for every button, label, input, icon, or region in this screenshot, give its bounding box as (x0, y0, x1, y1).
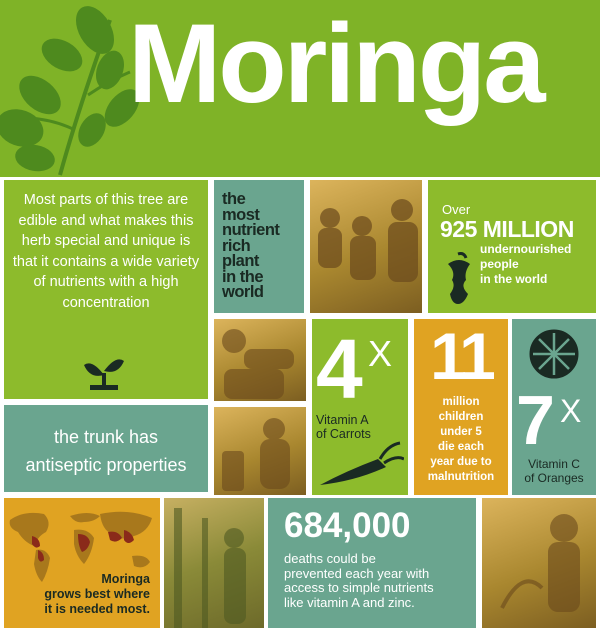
vitamin-c-text (512, 457, 596, 485)
deaths-number: 684,000 (284, 506, 411, 545)
map-text (44, 572, 150, 617)
vitamin-a-text (316, 413, 371, 441)
nutrient-line: world (222, 283, 264, 301)
undernourished-line: people (480, 257, 519, 271)
vitamin-c-multiplier: 7 (516, 381, 555, 459)
nutrient-line: the (222, 190, 246, 208)
intro-panel (4, 180, 208, 399)
vitamin-c-panel (512, 319, 596, 495)
children-line: die each (437, 441, 485, 453)
nutrient-line: in the (222, 267, 263, 286)
nutrient-rich-panel (214, 180, 304, 313)
nutrient-text (222, 192, 300, 301)
intro-text: Most parts of this tree are edible and what makes this herb special and unique is that it contains a wide variety of nutrients with a high concentration (12, 192, 200, 311)
orange-slice-icon (529, 329, 579, 379)
deaths-line: like vitamin A and zinc. (284, 594, 415, 610)
vitamin-c-line: of Oranges (524, 471, 584, 485)
map-line: grows best where (44, 587, 150, 601)
trunk-text (4, 423, 208, 479)
photo-hands (214, 319, 306, 401)
nutrient-line: rich (222, 236, 251, 255)
page-title: Moringa (128, 1, 543, 126)
children-number: 11 (430, 319, 492, 393)
deaths-text (284, 552, 434, 610)
photo-children (310, 180, 422, 313)
deaths-line: prevented each year with (284, 565, 430, 581)
photo-woman (214, 407, 306, 495)
vitamin-a-line: Vitamin A (316, 413, 369, 427)
children-figures-icon (310, 180, 422, 313)
vitamin-a-x: X (368, 333, 393, 374)
header-banner (0, 0, 600, 177)
map-line: Moringa (101, 572, 150, 586)
children-line: year due to (430, 456, 492, 468)
children-line: million (442, 396, 480, 408)
trunk-line: antiseptic properties (25, 455, 187, 475)
over-label: Over (442, 202, 471, 217)
children-line: under 5 (440, 426, 482, 438)
undernourished-number: 925 MILLION (440, 216, 574, 242)
vitamin-c-line: Vitamin C (528, 457, 580, 471)
children-panel (414, 319, 508, 495)
children-line: children (438, 411, 484, 423)
undernourished-text (480, 242, 571, 287)
trunk-panel (4, 405, 208, 492)
deaths-line: access to simple nutrients (284, 580, 434, 595)
map-line: it is needed most. (44, 602, 150, 616)
deaths-line: deaths could be (284, 551, 376, 566)
grove-figure-icon (164, 498, 264, 628)
nutrient-line: nutrient (222, 221, 280, 239)
undernourished-line: undernourished (480, 242, 572, 256)
carrot-icon (316, 441, 404, 491)
child-figure-icon (482, 498, 596, 628)
vitamin-c-x: X (560, 393, 582, 429)
undernourished-panel (428, 180, 596, 313)
photo-grove (164, 498, 264, 628)
deaths-panel (268, 498, 476, 628)
undernourished-line: in the world (480, 272, 548, 286)
nutrient-line: most (222, 205, 260, 224)
vitamin-a-multiplier: 4 (316, 322, 363, 416)
moringa-leaves-icon (0, 0, 140, 177)
children-text (414, 395, 508, 485)
trunk-line: the trunk has (53, 427, 159, 447)
children-line: malnutrition (427, 471, 495, 483)
nutrient-line: plant (222, 252, 259, 270)
apple-core-icon (444, 252, 474, 306)
map-panel (4, 498, 160, 628)
woman-figure-icon (214, 407, 306, 495)
vitamin-a-line: of Carrots (316, 427, 371, 441)
vitamin-a-panel (312, 319, 408, 495)
hands-figure-icon (214, 319, 306, 401)
photo-child (482, 498, 596, 628)
sprout-icon (84, 355, 124, 391)
